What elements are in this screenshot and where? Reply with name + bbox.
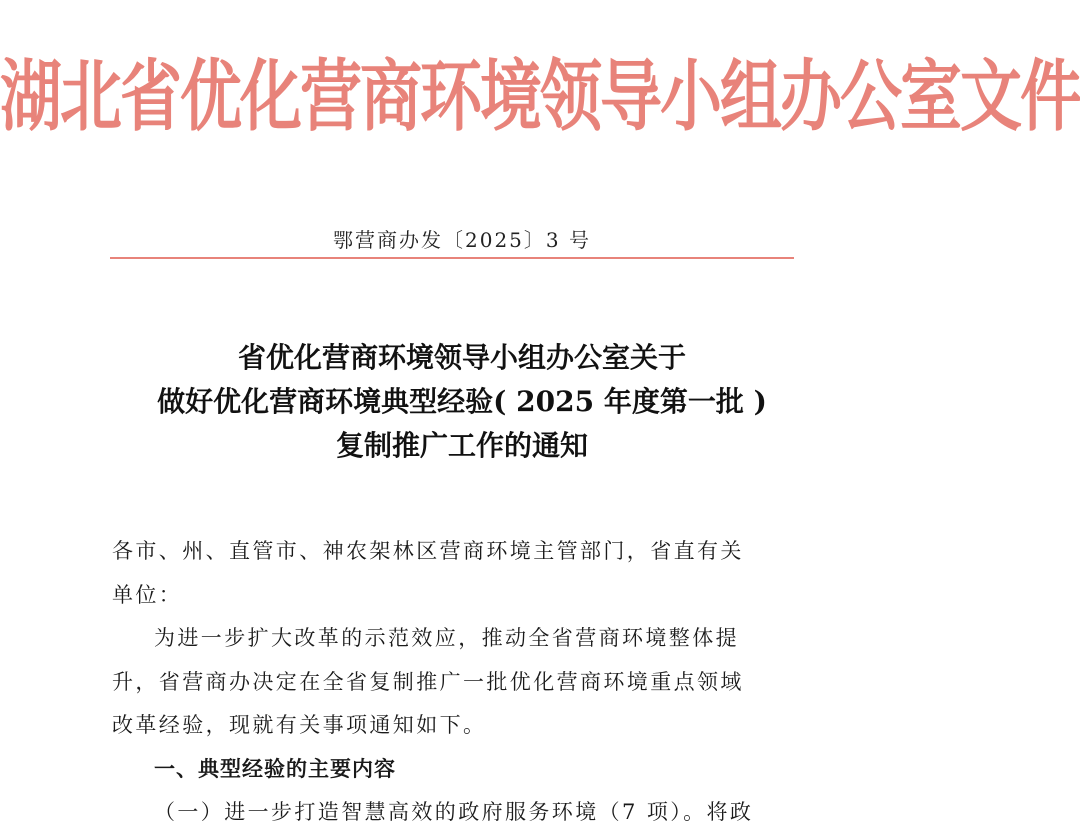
masthead-title: 湖北省优化营商环境领导小组办公室文件 <box>0 50 1080 142</box>
salutation-line-1: 各市、州、直管市、神农架林区营商环境主管部门，省直有关 <box>112 539 744 563</box>
salutation-line-2: 单位： <box>112 582 183 607</box>
title-line-2: 做好优化营商环境典型经验( 2025 年度第一批 ) <box>157 385 767 418</box>
notice-body <box>112 530 792 835</box>
section-heading-1: 一、典型经验的主要内容 <box>154 756 396 781</box>
subsection-1: （一）进一步打造智慧高效的政府服务环境（7 项）。将政 <box>154 800 754 824</box>
intro-line-3: 改革经验，现就有关事项通知如下。 <box>112 713 487 737</box>
notice-title <box>0 336 924 468</box>
intro-line-2: 升，省营商办决定在全省复制推广一批优化营商环境重点领域 <box>112 669 744 694</box>
red-divider-line <box>110 257 794 259</box>
title-line-1: 省优化营商环境领导小组办公室关于 <box>237 341 686 374</box>
document-number: 鄂营商办发〔2025〕3 号 <box>333 228 591 252</box>
title-line-3: 复制推广工作的通知 <box>335 429 588 462</box>
intro-line-1: 为进一步扩大改革的示范效应，推动全省营商环境整体提 <box>154 626 739 650</box>
